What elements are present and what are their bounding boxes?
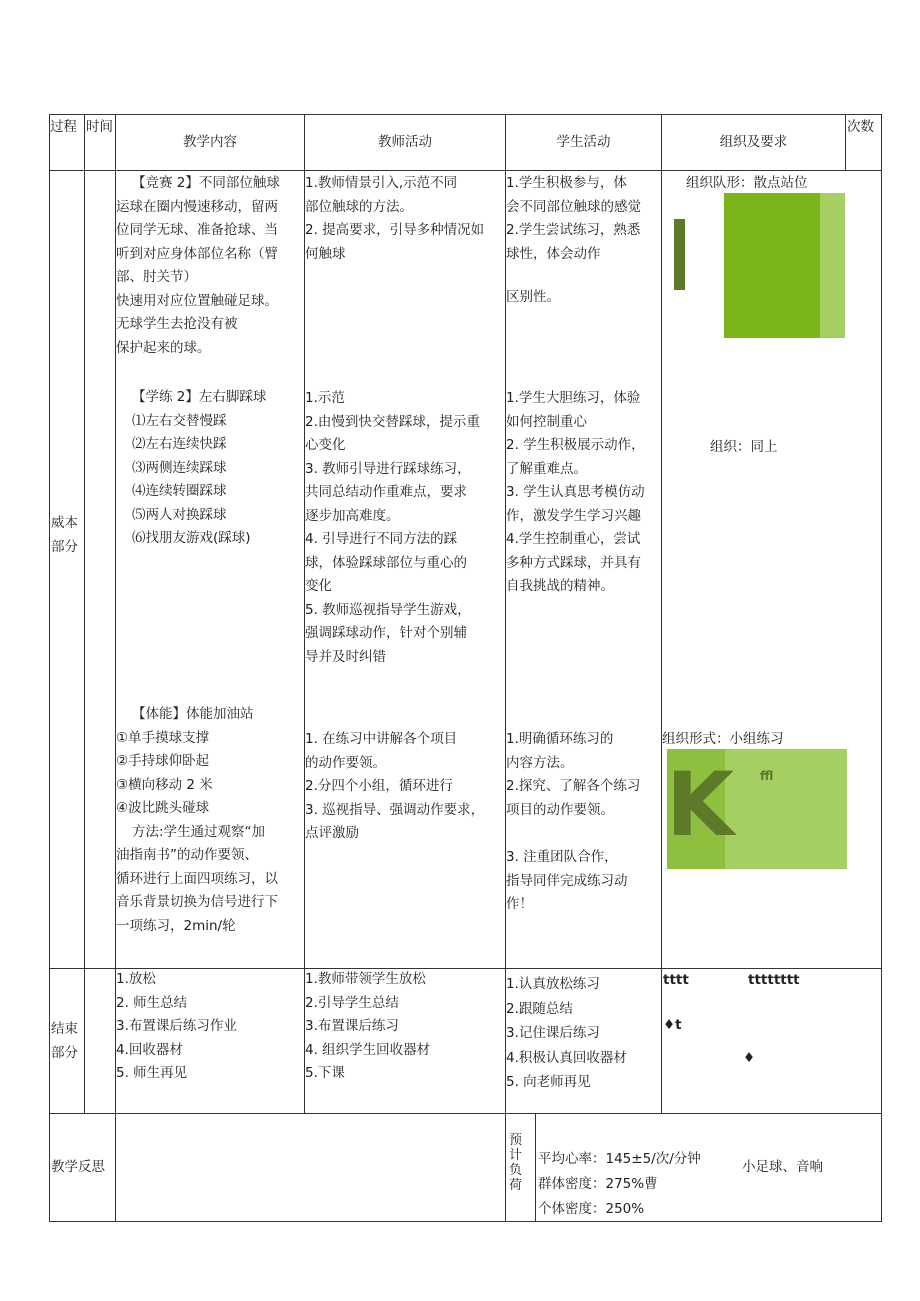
basic-teacher-fitness: 1. 在练习中讲解各个项目 的动作要领。 2.分四个小组，循环进行 3. 巡视指导、强调动作要求， 点评激励	[305, 731, 485, 841]
ending-org-row1-a: tttt	[663, 972, 689, 988]
header-teacher: 教师活动	[378, 134, 432, 150]
header-content: 教学内容	[183, 134, 237, 150]
basic-section-label: 威本 部分	[51, 515, 78, 555]
org-group-label: 组织形式：小组练习	[662, 731, 784, 747]
table-border	[49, 1113, 881, 1114]
group-density: 群体密度：275%曹	[538, 1176, 658, 1192]
basic-student-practice: 1.学生大胆练习，体验 如何控制重心 2. 学生积极展示动作， 了解重难点。 3. 学生认真思考模仿动 作，激发学生学习兴趣 4.学生控制重心，尝试 多种方式踩球，并具有 自我挑战的精神。	[506, 390, 645, 594]
header-count: 次数	[847, 119, 874, 135]
ending-org-row3: ♦	[743, 1050, 756, 1066]
basic-teacher-practice: 1.示范 2.由慢到快交替踩球，提示重 心变化 3. 教师引导进行踩球练习， 共同总结动作重难点，要求 逐步加高难度。 4. 引导进行不同方法的踩 球，体验踩球部位与重心的 变化 5. 教师巡视指导学生游戏， 强调踩球动作，针对个别辅 导并及时纠错	[305, 390, 480, 665]
header-time: 时间	[86, 119, 113, 135]
header-organization: 组织及要求	[719, 134, 788, 150]
ending-teacher: 1.教师带领学生放松 2.引导学生总结 3.布置课后练习 4. 组织学生回收器材 5.下课	[305, 971, 431, 1081]
header-student: 学生活动	[556, 134, 611, 150]
org-formation-label: 组织队形：散点站位	[686, 175, 808, 191]
formation-diagram-field-edge	[820, 193, 845, 338]
load-label: 预 计 负 荷	[509, 1133, 523, 1193]
basic-teacher-competition: 1.教师情景引入,示范不同 部位触球的方法。 2. 提高要求，引导多种情况如 何触球	[305, 175, 485, 262]
ending-content: 1.放松 2. 师生总结 3.布置课后练习作业 4.回收器材 5. 师生再见	[116, 971, 237, 1081]
org-same-label: 组织：同上	[710, 439, 778, 455]
reflection-label: 教学反思	[51, 1159, 105, 1175]
ending-org-row2: ♦t	[663, 1017, 682, 1033]
table-border	[49, 170, 881, 171]
formation-diagram-bar	[674, 219, 685, 290]
table-border	[49, 114, 881, 115]
basic-content-practice: 【学练 2】左右脚踩球 ⑴左右交替慢踩 ⑵左右连续快踩 ⑶两侧连续踩球 ⑷连续转圈踩球 ⑸两人对换踩球 ⑹找朋友游戏(踩球)	[132, 389, 267, 546]
basic-student-competition: 1.学生积极参与，体 会不同部位触球的感觉 2.学生尝试练习，熟悉 球性，体会动作 区别性。	[506, 175, 641, 305]
table-border	[49, 114, 50, 1222]
table-border	[881, 114, 882, 1222]
formation-diagram-field	[724, 193, 820, 338]
header-process: 过程	[50, 119, 77, 135]
basic-content-fitness: 【体能】体能加油站 ①单手摸球支撑 ②手持球仰卧起 ③横向移动 2 米 ④波比跳头碰球 方法:学生通过观察“加 油指南书”的动作要领、 循环进行上面四项练习，以 音乐背景切换为信号进行下 一项练习，2min∕轮	[116, 706, 278, 934]
table-border	[535, 1113, 536, 1221]
heart-rate: 平均心率：145±5/次/分钟	[538, 1151, 701, 1167]
ending-section-label: 结束 部分	[51, 1021, 78, 1061]
basic-student-fitness: 1.明确循环练习的 内容方法。 2.探究、了解各个练习 项目的动作要领。 3. 注重团队合作， 指导同伴完成练习动 作！	[506, 731, 641, 912]
group-diagram-small-label: ffl	[760, 769, 774, 783]
individual-density: 个体密度：250%	[538, 1201, 645, 1217]
table-border	[845, 114, 846, 170]
table-border	[49, 1221, 881, 1222]
ending-student: 1.认真放松练习 2.跟随总结 3.记住课后练习 4.积极认真回收器材 5. 向老师再见	[506, 976, 627, 1090]
basic-content-competition: 【竞赛 2】不同部位触球 运球在圈内慢速移动，留两 位同学无球、准备抢球、当 听到对应身体部位名称（臂 部、肘关节） 快速用对应位置触碰足球。 无球学生去抢没有被 保护起来的球。	[116, 175, 280, 356]
table-border	[661, 114, 662, 1114]
equipment: 小足球、音响	[742, 1159, 823, 1175]
table-border	[84, 114, 85, 1114]
ending-org-row1-b: tttttttt	[748, 972, 800, 988]
group-diagram-k-icon: K	[666, 753, 735, 856]
